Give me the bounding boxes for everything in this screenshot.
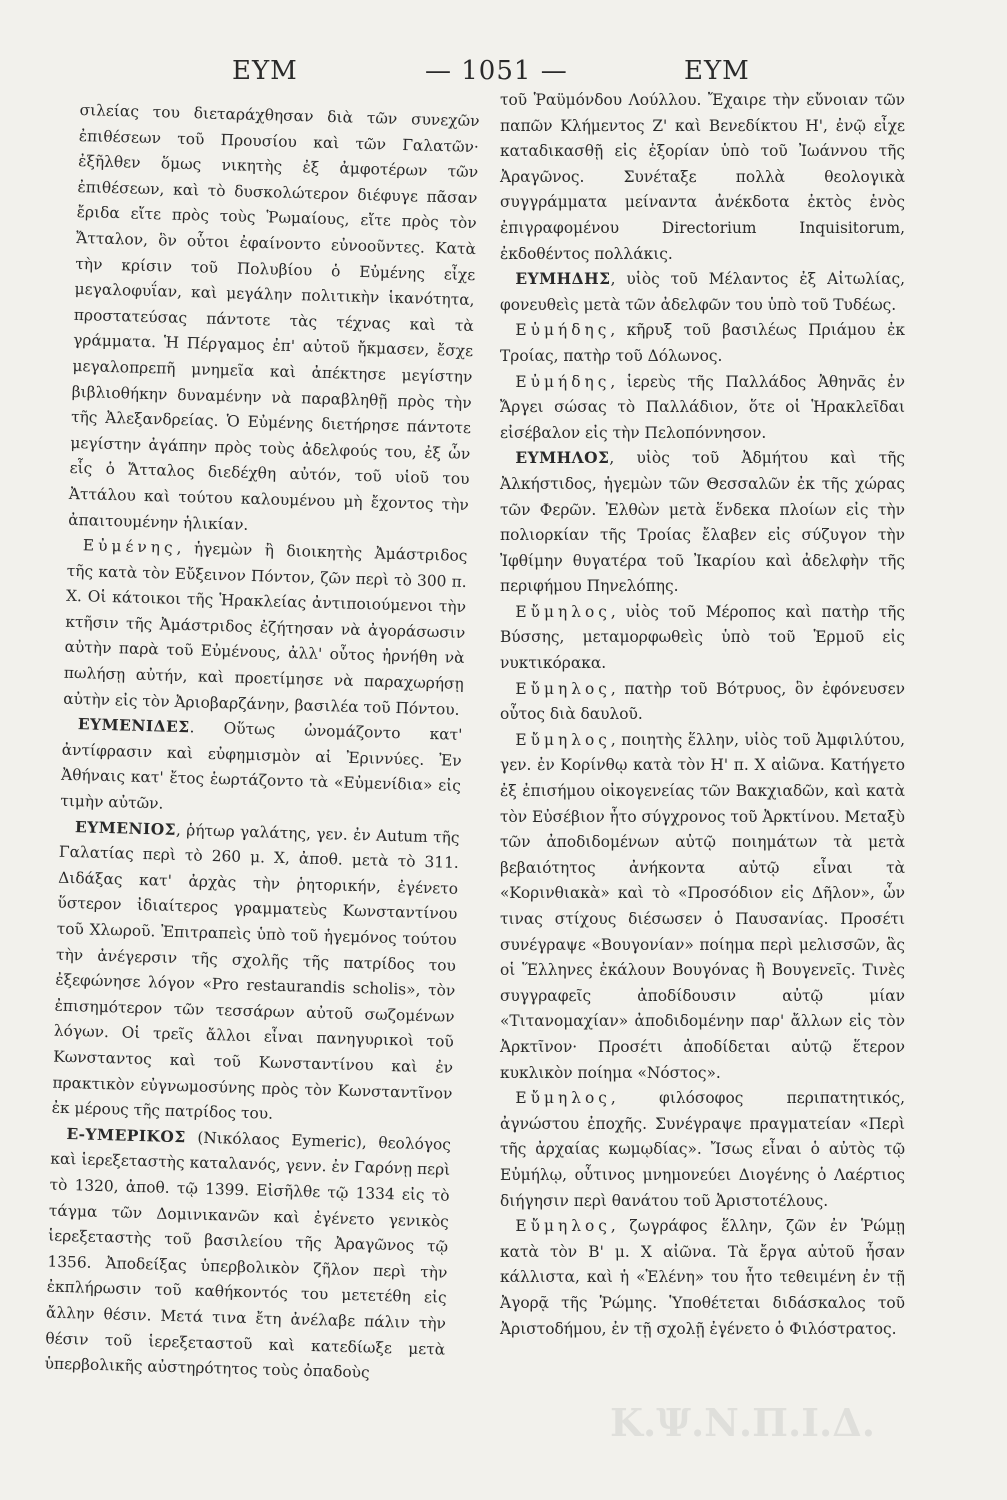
entry [500,728,905,1086]
entry-text: (Νικόλαος Eymeric), θεολόγος καὶ ἱερεξεταστὴς καταλανός, γενν. ἐν Γαρόνῃ περὶ τὸ 1320, ἀποθ. τῷ 1399. Εἰσῆλθε τῷ 1334 εἰς τὸ τάγμα τῶν Δομινικανῶν καὶ ἐγένετο γενικὸς ἱερεξεταστὴς τοῦ βασιλείου τῆς Ἀραγῶνος τῷ 1356. Ἀποδείξας ὑπερβολικὸν ζῆλον περὶ τὴν ἐκπλήρωσιν τοῦ καθήκοντός του μετετέθη εἰς ἄλλην θέσιν. Μετά τινα ἔτη ἀνέλαβε πάλιν τὴν θέσιν τοῦ ἱερεξεταστοῦ καὶ κατεδίωξε μετὰ ὑπερβολικῆς αὐστηρότητος τοὺς ὀπαδοὺς [44,1128,452,1382]
entry-text: , κῆρυξ τοῦ βασιλέως Πριάμου ἐκ Τροίας, πατὴρ τοῦ Δόλωνος. [500,321,905,365]
entry-text: , ζωγράφος ἕλλην, ζῶν ἐν Ῥώμῃ κατὰ τὸν Β' μ. Χ αἰῶνα. Τὰ ἔργα αὐτοῦ ἦσαν κάλλιστα, καὶ ἡ «Ἑλένη» του ἦτο τεθειμένη ἐν τῇ Ἀγορᾷ τῆς Ῥώμης. Ὑποθέτεται διδάσκαλος τοῦ Ἀριστοδήμου, ἐν τῇ σχολῇ ἐγένετο ὁ Φιλόστρατος. [500,1217,905,1338]
entry-text: . Οὕτως ὠνομάζοντο κατ' ἀντίφρασιν καὶ εὐφημισμὸν αἱ Ἐριννύες. Ἐν Ἀθήναις κατ' ἔτος ἑωρτάζοντο τὰ «Εὐμενίδια» εἰς τιμὴν αὐτῶν. [60,718,463,813]
entry-headword: Εὐμήδης [515,321,611,340]
entry-text: , υἱὸς τοῦ Μέροπος καὶ πατὴρ τῆς Βύσσης, μεταμορφωθεὶς ὑπὸ τοῦ Ἑρμοῦ εἰς νυκτικόρακα. [500,602,905,673]
entry-headword: Εὐμένης [82,536,177,557]
entry-continuation [500,88,905,267]
entry-headword: Εὔμηλος [515,1217,611,1236]
entry [500,318,905,369]
entry-text: , πατὴρ τοῦ Βότρυος, ὃν ἐφόνευσεν οὗτος διὰ δαυλοῦ. [500,679,905,724]
entry [500,1214,905,1342]
entry-headword: ΕΥΜΗΛΟΣ [515,449,610,468]
page-header [0,52,1007,92]
entry [500,600,905,677]
header-left-guideword: ΕΥΜ [232,56,298,86]
entry [63,533,468,723]
entry-headword: Εὔμηλος [515,602,611,621]
entry-text: , ῥήτωρ γαλάτης, γεν. ἐν Autum τῆς Γαλατίας περὶ τὸ 260 μ. Χ, ἀποθ. μετὰ τὸ 311. Διδάξας κατ' ἀρχὰς τὴν ῥητορικήν, ἐγένετο ὕστερον ἰδιαίτερος γραμματεὺς Κωνσταντίνου τοῦ Χλωροῦ. Ἐπιτραπεὶς ὑπὸ τοῦ ἡγεμόνος τούτου τὴν ἀνέγερσιν τῆς σχολῆς τῆς πατρίδος του ἐξεφώνησε λόγον «Pro restaurandis scholis», τὸν ἐπισημότερον τῶν τεσσάρων αὐτοῦ σωζομένων λόγων. Οἱ τρεῖς ἄλλοι εἶναι πανηγυρικοὶ τοῦ Κωνσταντος καὶ τοῦ Κωνσταντίνου καὶ ἐν πρακτικὸν εὐγνωμοσύνης πρὸς τὸν Κωνσταντῖνον ἐκ μέρους τῆς πατρίδος του. [51,820,460,1123]
entry-text: , φιλόσοφος περιπατητικός, ἀγνώστου ἐποχῆς. Συνέγραψε πραγματείαν «Περὶ τῆς ἀρχαίας κωμῳδίας». Ἴσως εἶναι ὁ αὐτὸς τῷ Εὐμήλῳ, οὗτινος μνημονεύει Διογένης ὁ Λαέρτιος διήγησιν περὶ θανάτου τοῦ Ἀριστοτέλους. [500,1089,905,1210]
entry-text: τοῦ Ῥαϋμόνδου Λούλλου. Ἔχαιρε τὴν εὔνοιαν τῶν παπῶν Κλήμεντος Ζ' καὶ Βενεδίκτου Η', ἐνῷ εἶχε καταδικασθῇ εἰς ἐξορίαν ὑπὸ τοῦ Ἰωάννου τῆς Ἀραγῶνος. Συνέταξε πολλὰ θεολογικὰ συγγράμματα μείναντα ἀνέκδοτα ἐκτὸς ἑνὸς ἐπιγραφομένου Directorium Inquisitorum, ἐκδοθέντος πολλάκις. [500,91,905,263]
entry-text: , υἱὸς τοῦ Ἀδμήτου καὶ τῆς Ἀλκήστιδος, ἡγεμὼν τῶν Θεσσαλῶν ἐκ τῆς χώρας τῶν Φερῶν. Ἐλθὼν μετὰ ἕνδεκα πλοίων εἰς τὴν πολιορκίαν τῆς Τροίας ἔλαβεν εἰς σύζυγον τὴν Ἰφθίμην θυγατέρα τοῦ Ἰκαρίου καὶ ἀδελφὴν τῆς περιφήμου Πηνελόπης. [500,449,905,596]
entry [500,446,905,600]
entry-headword: ΕΥΜΗΔΗΣ [515,270,611,289]
library-watermark: Κ.Ψ.Ν.Π.Ι.Δ. [610,1400,875,1445]
entry [500,370,905,447]
entry-text: , ποιητὴς ἕλλην, υἱὸς τοῦ Ἀμφιλύτου, γεν. ἐν Κορίνθῳ κατὰ τὸν Η' π. Χ αἰῶνα. Κατήγετο ἐξ ἐπισήμου οἰκογενείας τῶν Βακχιαδῶν, καὶ κατὰ τὸν Εὐσέβιον ἦτο σύγχρονος τοῦ Ἀρκτίνου. Μεταξὺ τῶν ἀποδιδομένων αὐτῷ ποιημάτων τὰ μετὰ βεβαιότητος ἀνήκοντα αὐτῷ εἶναι τὰ «Κορινθιακὰ» καὶ τὸ «Προσόδιον εἰς Δῆλον», ὧν τινας στίχους διέσωσεν ὁ Παυσανίας. Προσέτι συνέγραψε «Βουγονίαν» ποίημα περὶ μελισσῶν, ἃς οἱ Ἕλληνες ἐκάλουν Βουγόνας ἢ Βουγενεῖς. Τινὲς συγγραφεῖς ἀποδίδουσιν αὐτῷ μίαν «Τιτανομαχίαν» ἀποδιδομένην παρ' ἄλλων εἰς τὸν Ἀρκτῖνον· Προσέτι ἀποδίδεται αὐτῷ ἕτερον κυκλικὸν ποίημα «Νόστος». [500,730,905,1082]
entry [51,814,459,1132]
entry-text: , ἱερεὺς τῆς Παλλάδος Ἀθηνᾶς ἐν Ἄργει σώσας τὸ Παλλάδιον, ὅτε οἱ Ἡρακλεῖδαι εἰσέβαλον εἰς τὴν Πελοπόννησον. [500,372,905,442]
entry-headword: ΕΥΜΕΝΙΟΣ [74,817,177,839]
entry [500,677,905,728]
entry-headword: Ε-ΥΜΕΡΙΚΟΣ [66,1124,186,1147]
entry-continuation [68,98,480,544]
entry [60,712,463,826]
entry [44,1121,451,1388]
right-column [500,88,905,1342]
entry-headword: Εὔμηλος [515,679,611,698]
entry-headword: Εὔμηλος [515,1089,611,1108]
entry-headword: Εὐμήδης [515,372,611,391]
entry [500,1086,905,1214]
entry-headword: Εὔμηλος [515,730,611,749]
entry-text: , υἱὸς τοῦ Μέλαντος ἐξ Αἰτωλίας, φονευθεὶς μετὰ τῶν ἀδελφῶν του ὑπὸ τοῦ Τυδέως. [500,270,905,314]
entry-text: , ἡγεμὼν ἢ διοικητὴς Ἀμάστριδος τῆς κατὰ τὸν Εὔξεινον Πόντον, ζῶν περὶ τὸ 300 π. Χ. Οἱ κάτοικοι τῆς Ἡρακλείας ἀντιποιούμενοι τὴν κτῆσιν τῆς Ἀμάστριδος ἐζήτησαν νὰ ἀγοράσωσιν αὐτὴν παρὰ τοῦ Εὐμένους, ἀλλ' οὗτος ἠρνήθη νὰ πωλήσῃ αὐτήν, καὶ προετίμησε νὰ παραχωρήσῃ αὐτὴν εἰς τὸν Ἀριοβαρζάνην, βασιλέα τοῦ Πόντου. [62,538,468,719]
header-right-guideword: ΕΥΜ [684,56,750,86]
entry-text: σιλείας του διεταράχθησαν διὰ τῶν συνεχῶν ἐπιθέσεων τοῦ Προυσίου καὶ τῶν Γαλατῶν· ἐξῆλθεν ὅμως νικητὴς ἐξ ἀμφοτέρων τῶν ἐπιθέσεων, καὶ τὸ δυσκολώτερον διέφυγε πᾶσαν ἔριδα εἴτε πρὸς τοὺς Ῥωμαίους, εἴτε πρὸς τὸν Ἄτταλον, ὃν οὗτοι ἐφαίνοντο εὐνοοῦντες. Κατὰ τὴν κρίσιν τοῦ Πολυβίου ὁ Εὐμένης εἶχε μεγαλοφυΐαν, καὶ μεγάλην πολιτικὴν ἱκανότητα, προστατεύσας πάντοτε τὰς τέχνας καὶ τὰ γράμματα. Ἡ Πέργαμος ἐπ' αὐτοῦ ἤκμασεν, ἔσχε μεγαλοπρεπῆ μνημεῖα καὶ ἀπέκτησε μεγίστην βιβλιοθήκην δυναμένην νὰ παραβληθῇ πρὸς τὴν τῆς Ἀλεξανδρείας. Ὁ Εὐμένης διετήρησε πάντοτε μεγίστην ἀγάπην πρὸς τοὺς ἀδελφούς του, ἐξ ὧν εἷς ὁ Ἄτταλος διεδέχθη αὐτόν, τοῦ υἱοῦ του Ἀττάλου καὶ τούτου καλουμένου μὴ ἔχοντος τὴν ἀπαιτουμένην ἡλικίαν. [67,100,480,534]
entry [500,267,905,318]
entry-headword: ΕΥΜΕΝΙΔΕΣ [77,715,190,737]
page-number: — 1051 — [425,56,568,86]
left-column [44,98,480,1388]
